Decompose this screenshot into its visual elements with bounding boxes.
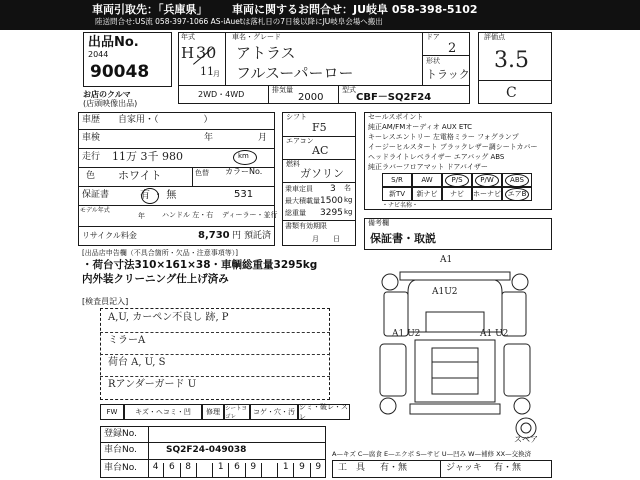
comments-line-1: ・荷台寸法310×161×38・車輌総重量3295kg <box>82 259 318 271</box>
load-label: 最大積載量 <box>285 197 320 205</box>
lot-number: 90048 <box>90 62 150 82</box>
diagram-left-mark: A1 U2 <box>392 329 421 339</box>
damage-fw: FW <box>100 404 124 420</box>
equip-airbag-circle <box>505 188 529 201</box>
load-unit: kg <box>344 196 353 204</box>
warranty-value: 有 ・ 無 <box>140 190 177 201</box>
ac-label: エアコン <box>286 137 314 145</box>
shift-value: F5 <box>312 121 327 134</box>
sales-line-1: 純正AM/FMオーディオ AUX ETC <box>368 123 473 131</box>
damage-scratch: キズ・ヘコミ・凹 <box>124 404 202 420</box>
sales-line-5: 純正ラバーフロアマット ドアバイザー <box>368 163 488 171</box>
inspector-note-1: A,U, カーペン不良し 跡, P <box>108 312 229 323</box>
door-label: ドア <box>426 33 440 41</box>
shape-label: 形状 <box>426 57 440 65</box>
gross-value: 3295 <box>320 208 343 218</box>
recycle-label: リサイクル料金 <box>82 231 137 240</box>
serial-digits <box>148 459 326 478</box>
sales-label: セールスポイント <box>368 113 424 121</box>
serial-digit: 9 <box>315 462 322 472</box>
front-bumper <box>400 272 510 280</box>
year-era: H <box>181 44 195 62</box>
remarks-text: 保証書・取説 <box>370 232 436 245</box>
equip-ps: P/S <box>442 173 472 187</box>
recycle-status: 預託済 <box>244 231 272 241</box>
comments-line-2: 内外装クリーニング仕上げ済み <box>82 273 229 285</box>
serial-digit: 4 <box>148 463 164 478</box>
left-rear-panel <box>380 344 406 396</box>
grade-score: 3.5 <box>494 48 529 73</box>
header-pickup: 車両引取先：「兵庫県」 <box>92 3 208 16</box>
damage-burn: コゲ・穴・汚 <box>250 404 298 420</box>
shop-sub: (店頭映像出品) <box>83 99 138 108</box>
color-value: ホワイト <box>118 169 162 182</box>
ac-value: AC <box>312 144 329 157</box>
cc-label: 排気量 <box>272 86 293 94</box>
remarks-label: 備考欄 <box>368 219 389 227</box>
inspector-note-3: 荷台 A, U, S <box>108 357 166 368</box>
lot-label: 出品No. <box>88 35 139 50</box>
serial-digit: 6 <box>229 463 245 478</box>
inspection-year-unit: 年 <box>204 133 214 143</box>
grade-label: 評価点 <box>484 33 505 41</box>
model-value: CBF－SQ2F24 <box>356 92 432 103</box>
equip-abs-circle <box>505 174 529 187</box>
shape-value: トラック <box>426 68 470 81</box>
year-value: 30 <box>196 43 217 62</box>
damage-stain: シミ・破レ・スレ <box>299 403 348 421</box>
fuel-value: ガソリン <box>300 167 344 180</box>
mileage-value: 11万 3千 980 <box>112 150 183 163</box>
vehicle-name: アトラス <box>236 44 296 62</box>
comments-label: [出品店申告欄（不具合箇所・欠品・注意事項等）] <box>82 249 238 257</box>
jack-label: ジャッキ <box>446 463 482 473</box>
equip-abs: ABS <box>502 173 532 187</box>
navi-name-label: ・ナビ名称・ <box>382 202 419 209</box>
wheel-rl <box>380 398 396 414</box>
damage-seat-dirt: シートヨゴレ <box>224 404 250 420</box>
equip-homenavi: ホーナビ <box>472 187 502 201</box>
expiry-unit: 月 日 <box>312 235 340 243</box>
capacity-label: 乗車定員 <box>285 185 313 193</box>
mileage-label: 走行 <box>82 152 101 162</box>
serial-digit: 9 <box>246 463 262 478</box>
fuel-label: 燃料 <box>286 160 300 168</box>
serial-digit: 1 <box>278 463 294 478</box>
header-contact: 車両に関するお問合せ：JU岐阜 058-398-5102 <box>232 3 478 16</box>
model-year-label: モデル年式 <box>80 207 110 214</box>
dealer-value: ディーラー・並行 <box>222 211 278 219</box>
spare-label: スペア <box>514 435 538 444</box>
serial-digit: 6 <box>164 463 180 478</box>
equip-newtv: 新TV <box>382 187 412 201</box>
serial-digit <box>197 463 213 478</box>
equip-pw: P/W <box>472 173 502 187</box>
damage-repair: 修理 <box>202 404 224 420</box>
equip-aw: AW <box>412 173 442 187</box>
equip-ps-circle <box>445 174 469 187</box>
handle-value: ハンドル 左・右 <box>162 211 214 219</box>
serial-digit: 8 <box>181 463 197 478</box>
header-transport: 陸送問合せ:US流 058-397-1066 AS-iAuetは落札日の7日後以降にJU岐阜会場へ搬出 <box>95 17 383 26</box>
recycle-unit: 円 <box>232 231 242 241</box>
model-label: 型式 <box>342 86 356 94</box>
diagram-hood-mark: A1U2 <box>432 287 458 297</box>
color-change-label: 色替 <box>195 169 209 177</box>
sales-line-2: キーレスエントリー 左電格ミラー フォグランプ <box>368 133 519 141</box>
rear-bumper <box>410 404 500 414</box>
color-no-label: カラーNo. <box>225 167 263 176</box>
lot-small-no: 2044 <box>88 50 109 59</box>
interior-score: C <box>506 85 517 101</box>
jack-value: 有・無 <box>494 463 522 473</box>
sales-line-4: ヘッドライトレベライザー エアバッグ ABS <box>368 153 505 161</box>
year-month: 11 <box>200 65 214 78</box>
serial-digit: 9 <box>294 463 310 478</box>
reg-value: 自家用・（ ） <box>118 115 213 125</box>
color-no-value: 531 <box>234 189 254 200</box>
diagram-front-mark: A1 <box>440 255 453 265</box>
inspector-note-4: Rアンダーガード U <box>108 379 197 390</box>
equip-pw-circle <box>475 174 499 187</box>
vehicle-diagram <box>360 252 550 447</box>
cargo-bed <box>432 348 478 394</box>
inspector-label: [検査員記入] <box>82 297 129 306</box>
drive-type: 2WD・4WD <box>198 90 245 99</box>
inspector-note-2: ミラーA <box>108 335 146 346</box>
load-value: 1500 <box>320 196 343 206</box>
capacity-value: 3 <box>330 184 336 194</box>
rear-body <box>415 340 495 402</box>
right-rear-panel <box>504 344 530 396</box>
inspection-label: 車検 <box>82 133 101 143</box>
expiry-label: 書類有効期限 <box>285 222 327 230</box>
vehicle-grade: フルスーパーロー <box>236 64 354 82</box>
color-label: 色 <box>86 171 96 181</box>
chassis-value: SQ2F24-049038 <box>166 445 247 455</box>
wheel-fr <box>512 274 528 290</box>
recycle-value: 8,730 <box>198 230 230 241</box>
serial-digit <box>262 463 278 478</box>
wheel-fl <box>382 274 398 290</box>
reg-no-label: 登録No. <box>104 429 137 439</box>
windshield <box>426 312 484 332</box>
equip-newnavi: 新ナビ <box>412 187 442 201</box>
shop-label: お店のクルマ <box>83 90 131 99</box>
equip-airbag: エアB <box>502 187 532 201</box>
wheel-rr <box>514 398 530 414</box>
serial-label: 車台No. <box>104 463 137 473</box>
door-value: 2 <box>448 41 457 56</box>
shift-label: シフト <box>286 113 307 121</box>
warranty-label: 保証書 <box>82 190 110 200</box>
gross-unit: kg <box>344 208 353 216</box>
month-unit: 月 <box>213 70 220 78</box>
inspection-month-unit: 月 <box>258 133 268 143</box>
equip-sr: S/R <box>382 173 412 187</box>
year-label: 年式 <box>181 33 195 41</box>
equip-navi: ナビ <box>442 187 472 201</box>
tools-value: 有・無 <box>380 463 408 473</box>
model-year-unit: 年 <box>138 212 145 220</box>
reg-label: 車歴 <box>82 115 101 125</box>
capacity-unit: 名 <box>344 184 351 192</box>
name-label: 車名・グレード <box>232 33 281 41</box>
sales-line-3: イージーヒルスタート ブラックレザー調シートカバー <box>368 143 538 151</box>
diagram-right-mark: A1 U2 <box>480 329 509 339</box>
cc-value: 2000 <box>298 92 324 103</box>
tools-label: 工 具 <box>338 463 366 473</box>
chassis-label: 車台No. <box>104 445 137 455</box>
gross-label: 総重量 <box>285 209 306 217</box>
serial-digit: 1 <box>213 463 229 478</box>
mileage-unit: km <box>238 152 249 160</box>
damage-legend: A—キズ C—腐食 E—エクボ S—サビ U—凹み W—補修 XX—交換済 <box>332 450 532 458</box>
